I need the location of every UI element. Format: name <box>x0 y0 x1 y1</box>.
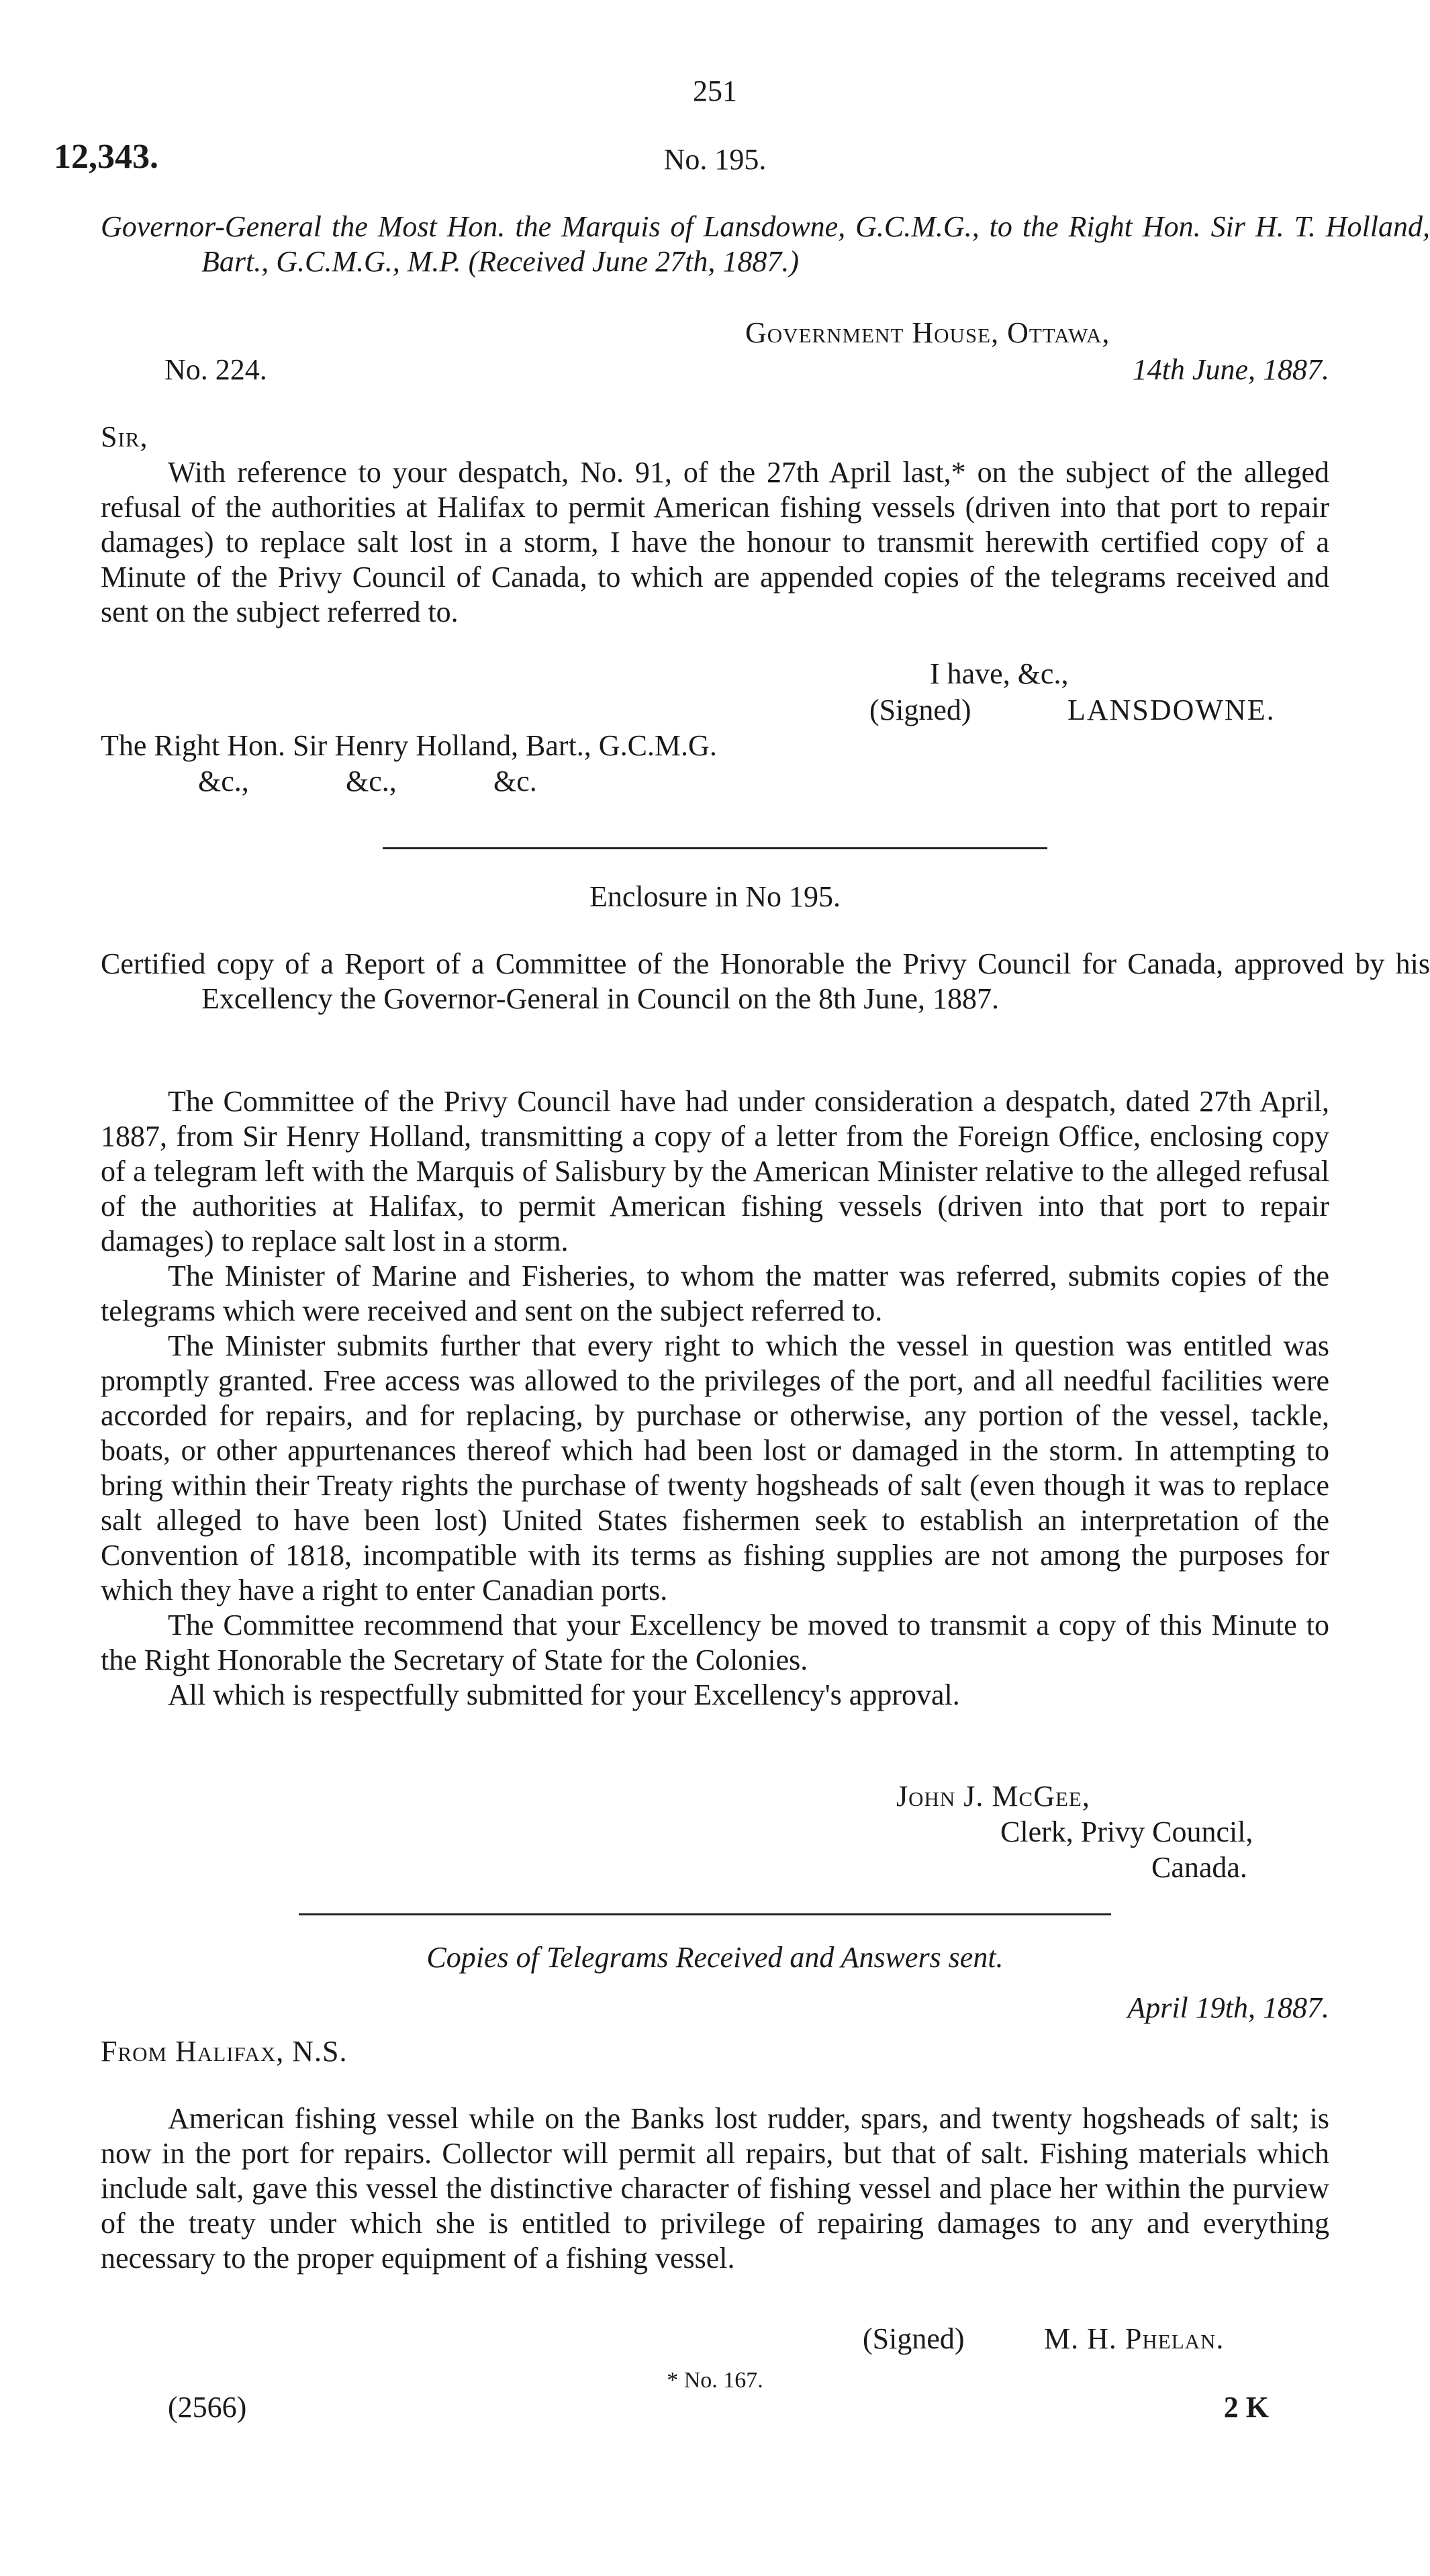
report-paragraph: All which is respectfully submitted for your Excellency's approval. <box>168 1678 960 1711</box>
document-number: No. 195. <box>663 143 767 176</box>
letter-heading: Governor-General the Most Hon. the Marquis of Lansdowne, G.C.M.G., to the Right Hon. Sir H. T. Holland, Bart., G.C.M.G., M.P. (Received June 27th, 1887.) <box>101 210 1430 278</box>
letter-signer: LANSDOWNE. <box>1067 694 1276 726</box>
report-paragraph: The Minister of Marine and Fisheries, to whom the matter was referred, submits copies of the telegrams which were received and sent on the subject referred to. <box>101 1259 1329 1327</box>
telegram-signed-label: (Signed) <box>863 2322 965 2355</box>
sender-address: Government House, Ottawa, <box>745 316 1110 349</box>
enclosure-title: Enclosure in No 195. <box>589 880 841 913</box>
letter-closing: I have, &c., <box>930 657 1069 690</box>
clerk-title: Clerk, Privy Council, <box>1000 1815 1253 1848</box>
reference-number: 12,343. <box>54 138 158 176</box>
addressee-etc-2: &c., <box>346 765 397 798</box>
telegrams-title: Copies of Telegrams Received and Answers sent. <box>426 1941 1004 1974</box>
despatch-number: No. 224. <box>164 353 267 386</box>
telegram-date: April 19th, 1887. <box>1127 1991 1329 2024</box>
letter-date: 14th June, 1887. <box>1132 353 1329 386</box>
letter-body: With reference to your despatch, No. 91, of the 27th April last,* on the subject of the alleged refusal of the authorities at Halifax to permit American fishing vessels (driven into that port to repair damages) to replace salt lost in a storm, I have the honour to transmit herewith certified copy of a Minute of the Privy Council of Canada, to which are appended copies of the telegrams received and sent on the subject referred to. <box>101 456 1329 628</box>
signed-label: (Signed) <box>869 694 971 726</box>
addressee-etc-1: &c., <box>198 765 249 798</box>
clerk-name: John J. McGee, <box>896 1780 1090 1813</box>
report-paragraph: The Committee of the Privy Council have had under consideration a despatch, dated 27th April, 1887, from Sir Henry Holland, transmitting a copy of a letter from the Foreign Office, enclosing copy of a telegram left with the Marquis of Salisbury by the American Minister relative to the alleged refusal of the authorities at Halifax, to permit American fishing vessels (driven into that port to repair damages) to replace salt lost in a storm. <box>101 1085 1329 1257</box>
clerk-country: Canada. <box>1151 1851 1247 1884</box>
salutation: Sir, <box>101 420 148 453</box>
footnote: * No. 167. <box>667 2368 763 2393</box>
addressee: The Right Hon. Sir Henry Holland, Bart., G.C.M.G. <box>101 729 717 762</box>
section-divider <box>299 1913 1111 1915</box>
telegram-body: American fishing vessel while on the Banks lost rudder, spars, and twenty hogsheads of salt; is now in the port for repairs. Collector will permit all repairs, but that of salt. Fishing materials which include salt, gave this vessel the distinctive character of fishing vessel and place her within the purview of the treaty under which she is entitled to privilege of repairing damages to any and everything necessary to the proper equipment of a fishing vessel. <box>101 2102 1329 2275</box>
report-paragraph: The Committee recommend that your Excellency be moved to transmit a copy of this Minute to the Right Honorable the Secretary of State for the Colonies. <box>101 1609 1329 1676</box>
report-paragraph: The Minister submits further that every right to which the vessel in question was entitled was promptly granted. Free access was allowed to the privileges of the port, and all needful facilities were accorded for repairs, and for replacing, by purchase or otherwise, any portion of the vessel, tackle, boats, or other appurtenances thereof which had been lost or damaged in the storm. In attempting to bring within their Treaty rights the purchase of twenty hogsheads of salt (even though it was to replace salt alleged to have been lost) United States fishermen seek to establish an interpretation of the Convention of 1818, incompatible with its terms as fishing supplies are not among the purposes for which they have a right to enter Canadian ports. <box>101 1329 1329 1607</box>
page-number: 251 <box>693 75 737 107</box>
committee-report <box>101 1084 1329 1713</box>
signature-mark: 2 K <box>1223 2391 1269 2424</box>
section-divider <box>383 847 1047 849</box>
telegram-origin: From Halifax, N.S. <box>101 2035 348 2068</box>
certified-copy-title: Certified copy of a Report of a Committee of the Honorable the Privy Council for Canada, approved by his Excellency the Governor-General in Council on the 8th June, 1887. <box>101 947 1430 1015</box>
addressee-etc-3: &c. <box>493 765 537 798</box>
print-code: (2566) <box>168 2391 247 2424</box>
telegram-signer: M. H. Phelan. <box>1044 2322 1225 2355</box>
